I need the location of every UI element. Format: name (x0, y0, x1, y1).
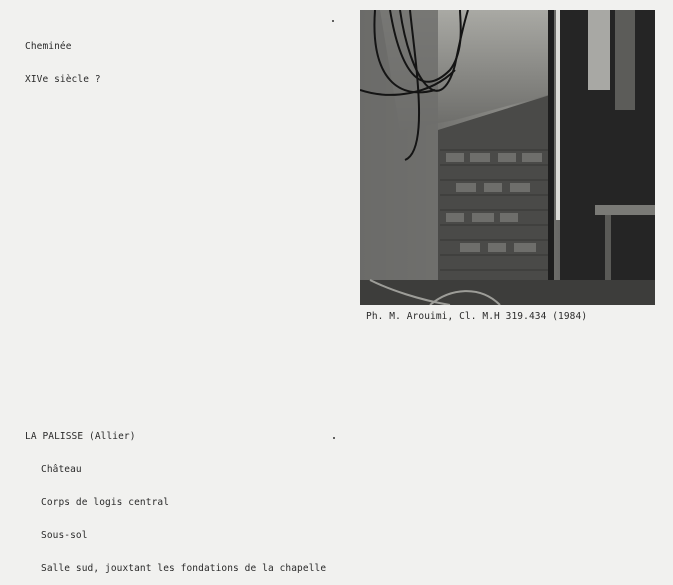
location-block (25, 409, 326, 585)
location-wing: Corps de logis central (41, 497, 170, 508)
fireplace-photo (360, 10, 655, 305)
photo-credit: Ph. M. Arouimi, Cl. M.H 319.434 (1984) (366, 311, 588, 322)
location-level: Sous-sol (41, 530, 88, 541)
location-building: Château (41, 464, 82, 475)
fireplace-photo-drawing (360, 10, 655, 305)
caption-date: XIVe siècle ? (25, 74, 101, 85)
speck-mark (333, 437, 335, 439)
caption-title-block (25, 19, 101, 96)
location-room: Salle sud, jouxtant les fondations de la chapelle (41, 563, 327, 574)
location-town: LA PALISSE (Allier) (25, 431, 136, 442)
caption-title: Cheminée (25, 41, 72, 52)
speck-mark (332, 20, 334, 22)
